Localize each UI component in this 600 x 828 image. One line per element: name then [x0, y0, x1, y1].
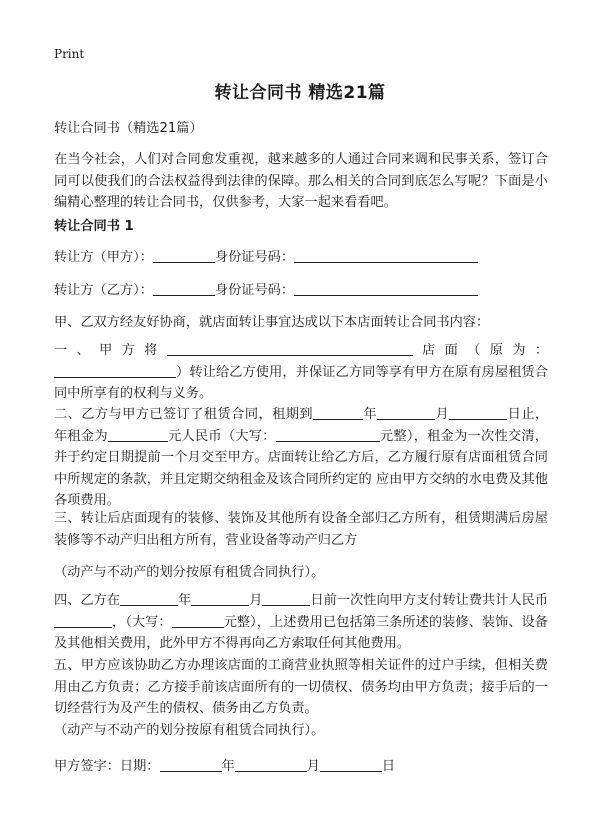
party-a-line — [54, 247, 548, 268]
clause-2-year-blank — [313, 405, 363, 420]
signature-line — [54, 756, 548, 777]
party-b-id-blank — [294, 281, 478, 296]
sign-label: 甲方签字：日期： — [54, 759, 160, 774]
clause-4-capital-blank — [172, 613, 224, 628]
clause-4-month: 月 — [249, 593, 263, 608]
sign-day-blank — [320, 757, 382, 772]
clause-1-prefix: 一、甲方将 — [54, 343, 167, 358]
clause-3: 三、转让后店面现有的装修、装饰及其他所有设备全部归乙方所有，租赁期满后房屋装修等不动产归出租方所有，营业设备等动产归乙方 — [54, 511, 548, 548]
clause-5: 五、甲方应该协助乙方办理该店面的工商营业执照等相关证件的过户手续，但相关费用由乙方负责；乙方接手前该店面所有的一切债权、债务均由甲方负责；接手后的一切经营行为及产生的债权、债务由乙方负责。 — [54, 658, 548, 716]
agreement-text: 甲、乙双方经友好协商，就店面转让事宜达成以下本店面转让合同书内容： — [54, 315, 490, 330]
print-link[interactable]: Print — [54, 47, 85, 61]
party-b-label: 转让方（乙方）： — [54, 283, 153, 298]
sign-year-blank — [160, 757, 222, 772]
clause-2-day: 日 — [507, 407, 522, 422]
clause-2-part2: 止，年租金为 — [54, 407, 549, 444]
clause-2-capital-blank — [276, 427, 380, 442]
clause-4-year-blank — [120, 591, 178, 606]
clause-2-day-blank — [449, 405, 507, 420]
party-b-line — [54, 280, 548, 301]
clause-2-month: 月 — [435, 407, 450, 422]
party-a-id-blank — [294, 248, 478, 263]
clause-2-rent-blank — [108, 427, 168, 442]
clause-4-part1: 四、乙方在 — [54, 593, 120, 608]
clause-4 — [54, 590, 548, 655]
sign-month: 月 — [306, 759, 320, 774]
intro-paragraph: 在当今社会，人们对合同愈发重视，越来越多的人通过合同来调和民事关系，签订合同可以使我们的合法权益得到法律的保障。那么相关的合同到底怎么写呢？下面是小编精心整理的转让合同书，仅供参考，大家一起来看看吧。 — [54, 152, 548, 210]
section-heading: 转让合同书 1 — [54, 219, 134, 234]
clause-1-rest: ）转让给乙方使用，并保证乙方同等享有甲方在原有房屋租赁合同中所享有的权利与义务。 — [54, 364, 548, 401]
clause-4-day-blank — [262, 591, 310, 606]
party-b-name-blank — [153, 281, 215, 296]
clause-1-shop-blank — [167, 341, 413, 356]
party-b-id-label: 身份证号码： — [214, 283, 295, 298]
party-a-label: 转让方（甲方）： — [54, 250, 153, 265]
clause-1-original-blank — [54, 363, 176, 378]
party-a-id-label: 身份证号码： — [214, 250, 295, 265]
clause-1 — [54, 340, 548, 405]
clause-2-part3: 次性交清，并于约定日期提前一个月交至甲方。店面转让给乙方后，乙方履行原有店面租赁合同中所规定的条款，并且定期交纳租金及该合同所约定的 应由甲方交纳的水电费及其他各项费用。 — [54, 428, 548, 508]
clause-4-part5: 元整），上述费用已包括第三条所述的装修 — [223, 614, 469, 630]
clause-1-mid: 店面（原为： — [412, 343, 549, 358]
clause-4-month-blank — [191, 591, 249, 606]
clause-2-year: 年 — [362, 407, 378, 422]
subtitle: 转让合同书（精选21篇） — [54, 121, 203, 136]
clause-2-part1: 二、乙方与甲方已签订了租赁合同，租期到 — [54, 407, 313, 422]
sign-year: 年 — [221, 759, 235, 774]
clause-4-part6: 、装饰、设备及其他相关费用，此外甲方不得再向乙方索取任何其他费用。 — [54, 614, 548, 651]
clause-2-rmb: 元人民币（大写： — [167, 428, 276, 444]
clause-4-part2: 日前一次性向甲方支付转让费共计 — [310, 593, 509, 608]
sign-day: 日 — [381, 759, 396, 774]
clause-4-part4: ，（大写： — [112, 614, 172, 630]
clause-2 — [54, 404, 548, 512]
clause-4-amount-blank — [54, 613, 112, 628]
note-2: （动产与不动产的划分按原有租赁合同执行）。 — [54, 723, 325, 738]
clause-4-year: 年 — [178, 593, 192, 608]
clause-4-part3: 人民币 — [508, 593, 549, 608]
clause-2-zheng: 元整），租金为一 — [379, 428, 481, 444]
sign-month-blank — [235, 757, 307, 772]
party-a-name-blank — [153, 248, 215, 263]
note-1: （动产与不动产的划分按原有租赁合同执行）。 — [54, 565, 325, 580]
clause-2-month-blank — [377, 405, 435, 420]
page-title: 转让合同书 精选21篇 — [214, 83, 386, 103]
